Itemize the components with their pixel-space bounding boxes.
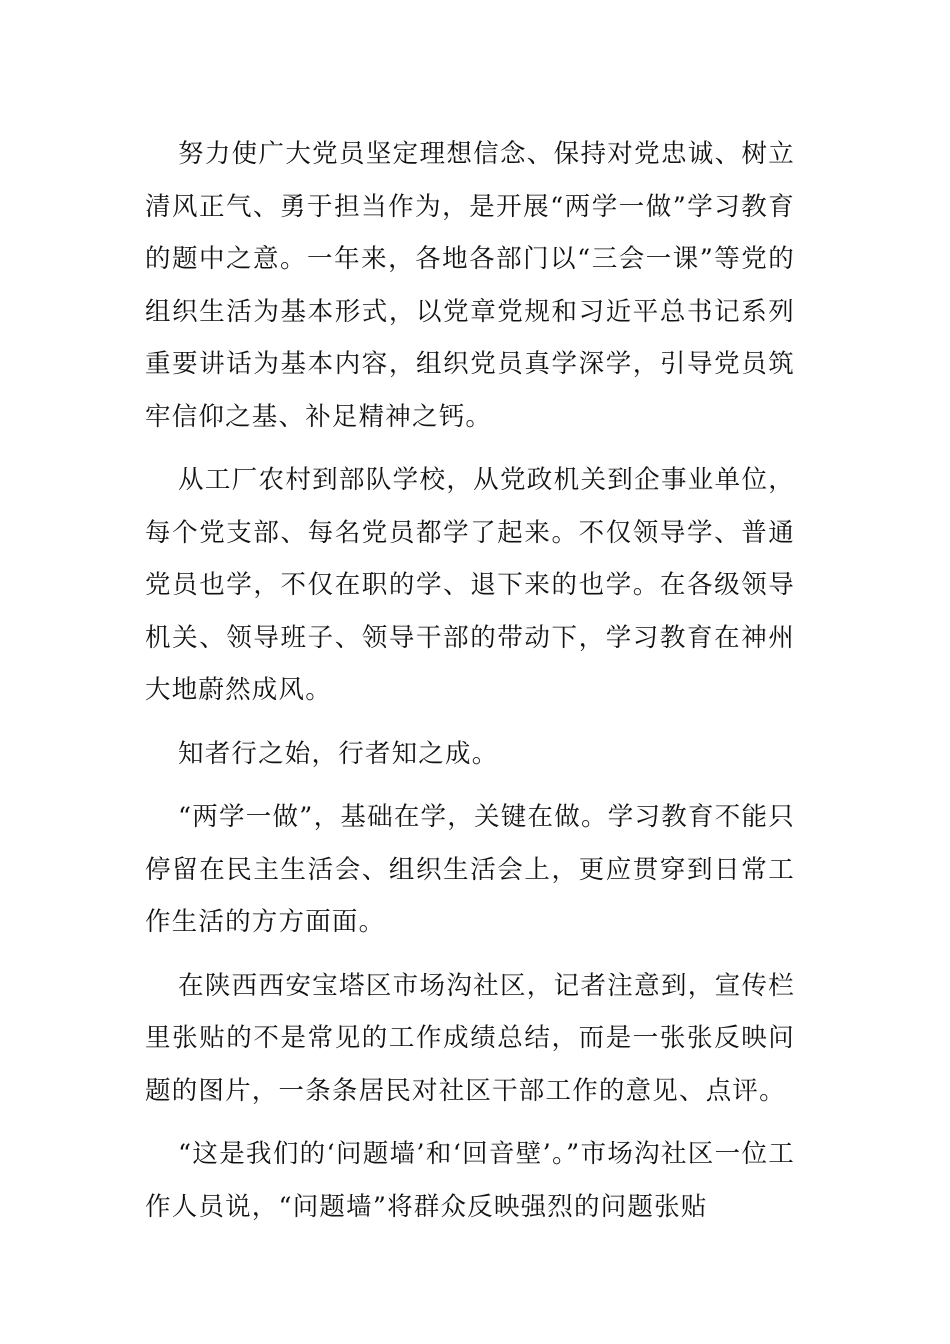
- paragraph: “这是我们的‘问题墙’和‘回音壁’。”市场沟社区一位工作人员说，“问题墙”将群众反映强烈的问题张贴: [145, 1139, 795, 1222]
- paragraph: 知者行之始，行者知之成。: [178, 738, 499, 769]
- paragraph: 在陕西西安宝塔区市场沟社区，记者注意到，宣传栏里张贴的不是常见的工作成绩总结，而是一张张反映问题的图片，一条条居民对社区干部工作的意见、点评。: [145, 970, 795, 1106]
- paragraph: “两学一做”，基础在学，关键在做。学习教育不能只停留在民主生活会、组织生活会上，更应贯穿到日常工作生活的方方面面。: [145, 802, 795, 937]
- document-body: [145, 128, 795, 1244]
- paragraph: 努力使广大党员坚定理想信念、保持对党忠诚、树立清风正气、勇于担当作为，是开展“两学一做”学习教育的题中之意。一年来，各地各部门以“三会一课”等党的组织生活为基本形式，以党章党规和习近平总书记系列重要讲话为基本内容，组织党员真学深学，引导党员筑牢信仰之基、补足精神之钙。: [145, 139, 795, 432]
- paragraph: 从工厂农村到部队学校，从党政机关到企事业单位，每个党支部、每名党员都学了起来。不仅领导学、普通党员也学，不仅在职的学、退下来的也学。在各级领导机关、领导班子、领导干部的带动下，学习教育在神州大地蔚然成风。: [145, 465, 795, 705]
